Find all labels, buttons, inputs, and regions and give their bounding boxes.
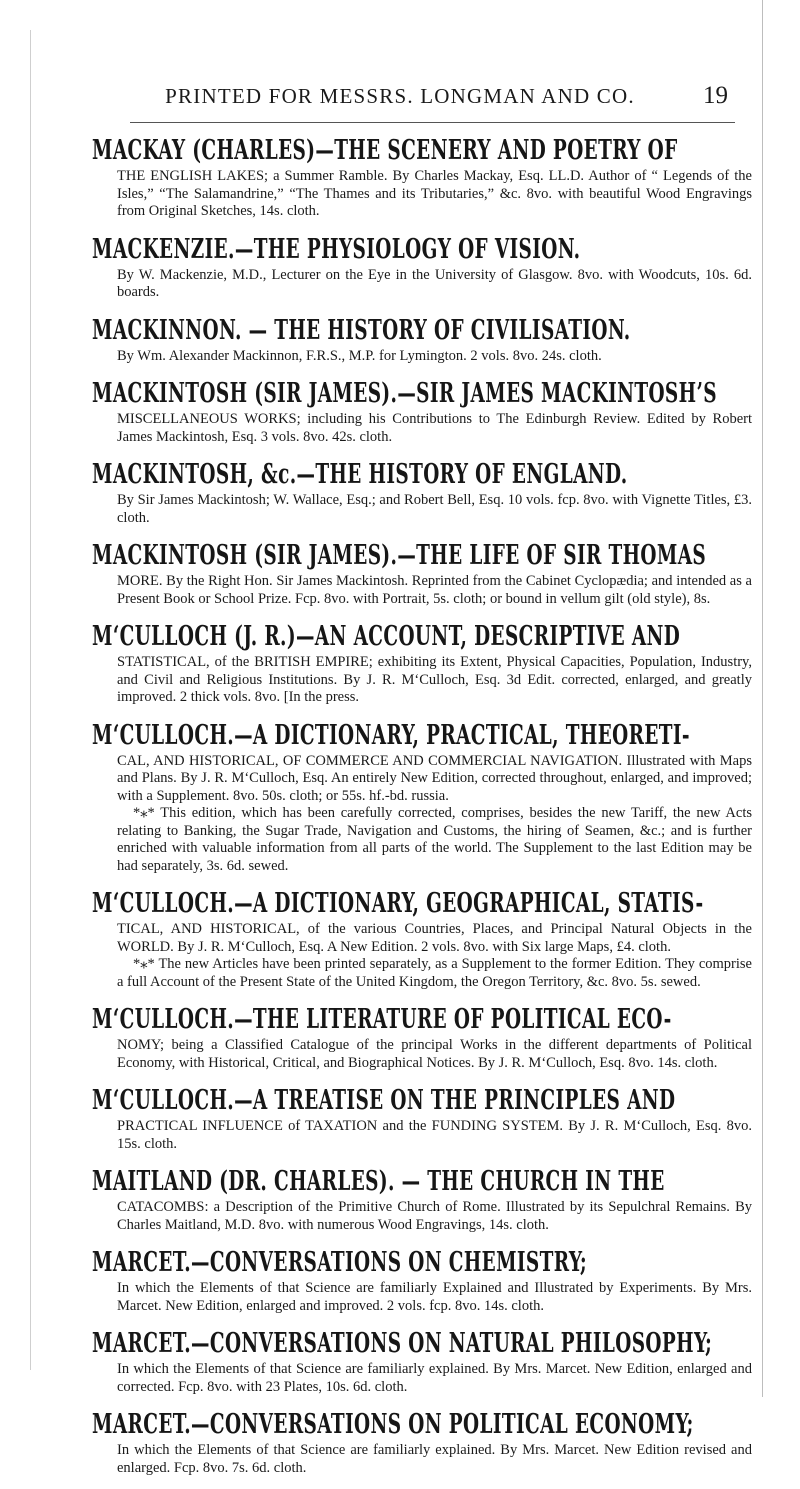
entry-marcet-chemistry: [92, 1246, 752, 1315]
entry-description: TICAL, AND HISTORICAL, of the various Countries, Places, and Principal Natural Objects in the WORLD. By J. R. M‘Culloch, Esq. A New Edition. 2 vols. 8vo. with Six large Maps, £4. cloth.: [117, 921, 752, 955]
entry-heading: MACKINNON. — THE HISTORY OF CIVILISATION.: [92, 314, 631, 346]
entry-heading: MARCET.—CONVERSATIONS ON CHEMISTRY;: [92, 1247, 588, 1278]
entry-mackintosh-miscellaneous: [92, 377, 752, 446]
entry-heading: M‘CULLOCH.—A DICTIONARY, PRACTICAL, THEORETI-: [92, 719, 690, 751]
running-head: PRINTED FOR MESSRS. LONGMAN AND CO.: [165, 84, 635, 108]
entry-description: In which the Elements of that Science are familiarly explained. By Mrs. Marcet. New Edition, enlarged and corrected. Fcp. 8vo. with 23 Plates, 10s. 6d. cloth.: [117, 1361, 752, 1395]
entry-description: By Sir James Mackintosh; W. Wallace, Esq.; and Robert Bell, Esq. 10 vols. fcp. 8vo. with Vignette Titles, £3. cloth.: [117, 492, 752, 526]
entry-heading: M‘CULLOCH (J. R.)—AN ACCOUNT, DESCRIPTIVE AND: [92, 621, 681, 652]
entry-mcculloch-literature: [92, 1003, 752, 1072]
page-edge-right: [762, 0, 763, 1397]
entry-mackintosh-more: [92, 539, 752, 608]
entry-description: CATACOMBS: a Description of the Primitive Church of Rome. Illustrated by its Sepulchral Remains. By Charles Maitland, M.D. 8vo. with numerous Wood Engravings, 14s. cloth.: [117, 1199, 752, 1233]
catalogue-entries: [92, 134, 752, 1489]
entry-mackay: [92, 134, 752, 221]
entry-description: PRACTICAL INFLUENCE of TAXATION and the FUNDING SYSTEM. By J. R. M‘Culloch, Esq. 8vo. 15s. cloth.: [117, 1118, 752, 1152]
entry-mcculloch-account: [92, 620, 752, 707]
entry-description: THE ENGLISH LAKES; a Summer Ramble. By Charles Mackay, Esq. LL.D. Author of “ Legends of the Isles,” “The Salamandrine,” “The Thames and its Tributaries,” &c. 8vo. with beautiful Wood Engravings from Original Sketches, 14s. cloth.: [117, 168, 752, 219]
entry-heading: MACKINTOSH, &c.—THE HISTORY OF ENGLAND.: [92, 459, 628, 490]
entry-heading: M‘CULLOCH.—A DICTIONARY, GEOGRAPHICAL, STATIS-: [92, 888, 704, 919]
entry-mcculloch-taxation: [92, 1084, 752, 1153]
entry-heading: MACKAY (CHARLES)—THE SCENERY AND POETRY OF: [92, 135, 678, 166]
entry-heading: M‘CULLOCH.—A TREATISE ON THE PRINCIPLES AND: [92, 1085, 676, 1116]
entry-heading: MARCET.—CONVERSATIONS ON POLITICAL ECONOMY;: [92, 1409, 694, 1440]
entry-mackinnon: [92, 314, 752, 366]
entry-heading: MACKINTOSH (SIR JAMES).—SIR JAMES MACKINTOSH’S: [92, 378, 717, 409]
entry-heading: MAITLAND (DR. CHARLES). — THE CHURCH IN THE: [92, 1166, 665, 1197]
page-number: 19: [703, 82, 728, 109]
entry-description: By W. Mackenzie, M.D., Lecturer on the Eye in the University of Glasgow. 8vo. with Woodcuts, 10s. 6d. boards.: [117, 266, 752, 300]
entry-mcculloch-geographical: [92, 887, 752, 991]
entry-note: *⁎* The new Articles have been printed separately, as a Supplement to the former Edition. They comprise a full Account of the Present State of the United Kingdom, the Oregon Territory, &c. 8vo. 5s. sewed.: [117, 956, 752, 990]
entry-heading: MARCET.—CONVERSATIONS ON NATURAL PHILOSOPHY;: [92, 1328, 713, 1359]
header-rule: [130, 122, 735, 123]
entry-heading: MACKINTOSH (SIR JAMES).—THE LIFE OF SIR THOMAS: [92, 540, 707, 571]
entry-description: By Wm. Alexander Mackinnon, F.R.S., M.P. for Lymington. 2 vols. 8vo. 24s. cloth.: [117, 347, 602, 364]
entry-heading: MACKENZIE.—THE PHYSIOLOGY OF VISION.: [92, 233, 581, 265]
page-edge-left: [30, 30, 31, 1370]
entry-marcet-natural-philosophy: [92, 1327, 752, 1396]
entry-description: In which the Elements of that Science are familiarly Explained and Illustrated by Experiments. By Mrs. Marcet. New Edition, enlarged and improved. 2 vols. fcp. 8vo. 14s. cloth.: [117, 1280, 752, 1314]
entry-marcet-political-economy: [92, 1408, 752, 1477]
entry-description: MORE. By the Right Hon. Sir James Mackintosh. Reprinted from the Cabinet Cyclopædia; and intended as a Present Book or School Prize. Fcp. 8vo. with Portrait, 5s. cloth; or bound in vellum gilt (old style), 8s.: [117, 573, 752, 607]
entry-note: *⁎* This edition, which has been carefully corrected, comprises, besides the new Tariff, the new Acts relating to Banking, the Sugar Trade, Navigation and Customs, the hiring of Seamen, &c.; and is further enriched with valuable information from all parts of the world. The Supplement to the last Edition may be had separately, 3s. 6d. sewed.: [117, 805, 752, 874]
entry-heading: M‘CULLOCH.—THE LITERATURE OF POLITICAL ECO-: [92, 1004, 672, 1035]
entry-description: NOMY; being a Classified Catalogue of the principal Works in the different departments of Political Economy, with Historical, Critical, and Biographical Notices. By J. R. M‘Culloch, Esq. 8vo. 14s. cloth.: [117, 1037, 752, 1071]
entry-maitland: [92, 1165, 752, 1234]
entry-mackenzie: [92, 233, 752, 302]
entry-mackintosh-history: [92, 458, 752, 527]
entry-description: CAL, AND HISTORICAL, OF COMMERCE AND COMMERCIAL NAVIGATION. Illustrated with Maps and Plans. By J. R. M‘Culloch, Esq. An entirely New Edition, corrected throughout, enlarged, and improved; with a Supplement. 8vo. 50s. cloth; or 55s. hf.-bd. russia.: [117, 752, 752, 804]
entry-description: In which the Elements of that Science are familiarly explained. By Mrs. Marcet. New Edition revised and enlarged. Fcp. 8vo. 7s. 6d. cloth.: [117, 1442, 752, 1476]
entry-description: MISCELLANEOUS WORKS; including his Contributions to The Edinburgh Review. Edited by Robert James Mackintosh, Esq. 3 vols. 8vo. 42s. cloth.: [117, 411, 752, 445]
entry-mcculloch-commerce: [92, 719, 752, 876]
entry-description: STATISTICAL, of the BRITISH EMPIRE; exhibiting its Extent, Physical Capacities, Population, Industry, and Civil and Religious Institutions. By J. R. M‘Culloch, Esq. 3d Edit. corrected, enlarged, and greatly improved. 2 thick vols. 8vo. [In the press.: [117, 654, 752, 705]
